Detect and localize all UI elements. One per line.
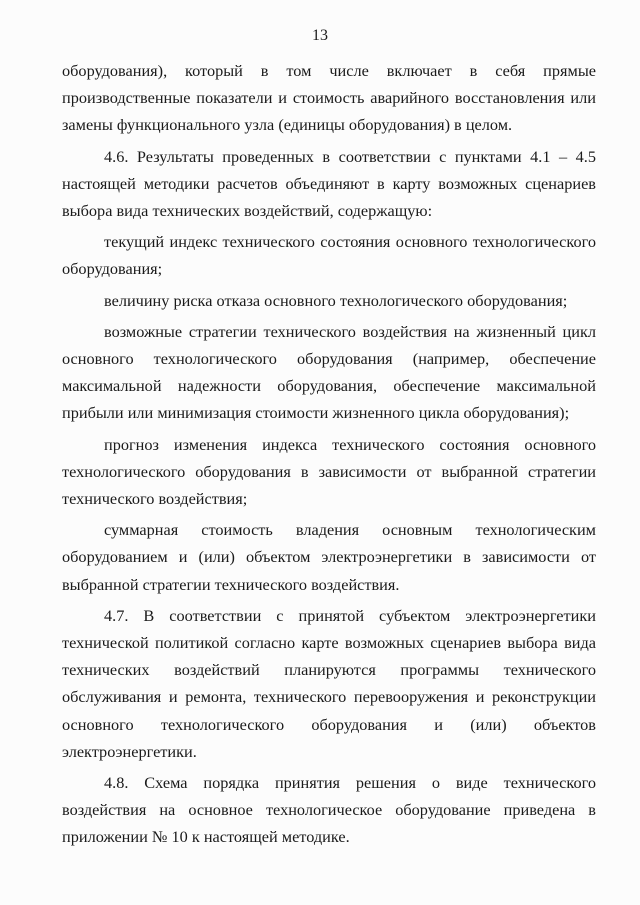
list-item-risk: величину риска отказа основного технологического оборудования; bbox=[104, 290, 568, 310]
paragraph-4-7: 4.7. В соответствии с принятой субъектом электроэнергетики технической политикой согласно карте возможных сценариев выбора вида технических воздействий планируются программы технического обслуживания и ремонта, технического перевооружения и реконструкции основного технологического оборудования и (или) объектов электроэнергетики. bbox=[62, 605, 596, 761]
list-item-strategies: возможные стратегии технического воздействия на жизненный цикл основного технологического оборудования (например, обеспечение максимальной надежности оборудования, обеспечение максимальной прибыли или минимизация стоимости жизненного цикла оборудования); bbox=[62, 321, 596, 423]
paragraph-4-6: 4.6. Результаты проведенных в соответствии с пунктами 4.1 – 4.5 настоящей методики расчетов объединяют в карту возможных сценариев выбора вида технических воздействий, содержащую: bbox=[62, 146, 596, 221]
paragraph-continuation: оборудования), который в том числе включает в себя прямые производственные показатели и стоимость аварийного восстановления или замены функционального узла (единицы оборудования) в целом. bbox=[62, 61, 596, 135]
document-body bbox=[62, 57, 596, 851]
list-item-index: текущий индекс технического состояния основного технологического оборудования; bbox=[62, 232, 596, 279]
page-number: 13 bbox=[312, 27, 328, 44]
list-item-cost: суммарная стоимость владения основным технологическим оборудованием и (или) объектом электроэнергетики в зависимости от выбранной стратегии технического воздействия. bbox=[62, 520, 596, 594]
list-item-forecast: прогноз изменения индекса технического состояния основного технологического оборудования в зависимости от выбранной стратегии технического воздействия; bbox=[62, 434, 596, 509]
paragraph-4-8: 4.8. Схема порядка принятия решения о виде технического воздействия на основное технологическое оборудование приведена в приложении № 10 к настоящей методике. bbox=[62, 773, 596, 847]
